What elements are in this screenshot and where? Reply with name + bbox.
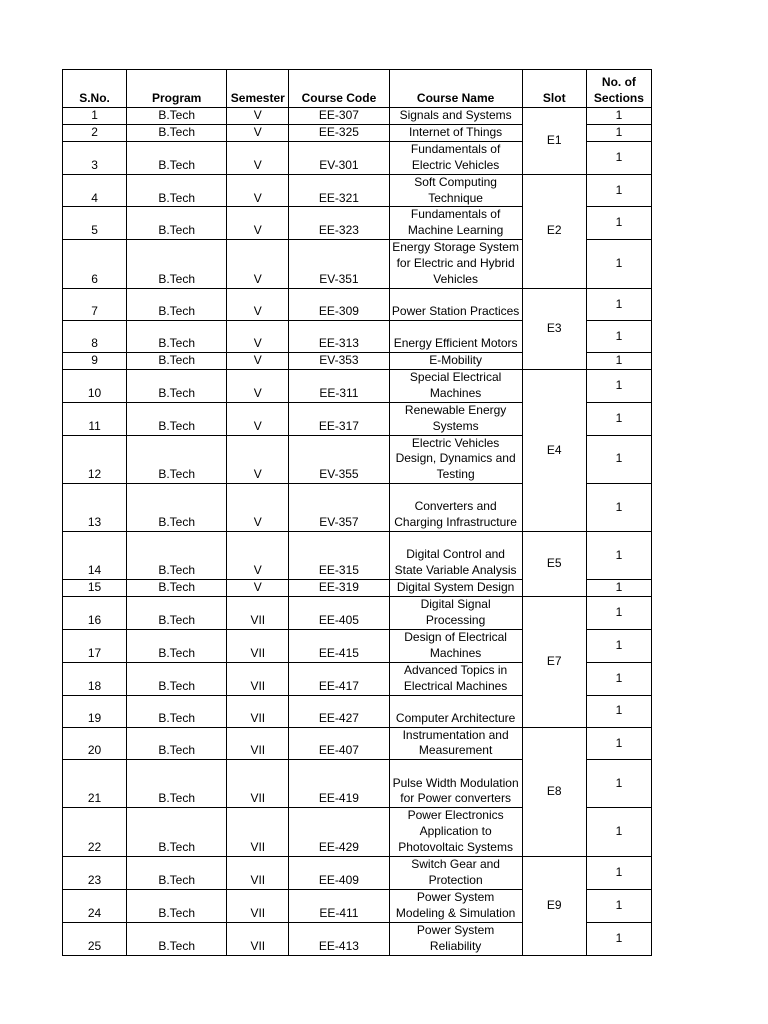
cell-course-code: EE-311: [289, 369, 389, 402]
cell-course-name: Renewable Energy Systems: [389, 402, 522, 435]
cell-semester: VII: [227, 889, 289, 922]
cell-course-name: Special Electrical Machines: [389, 369, 522, 402]
cell-course-name: Internet of Things: [389, 124, 522, 141]
cell-sno: 22: [63, 808, 127, 857]
cell-program: B.Tech: [127, 240, 227, 289]
cell-program: B.Tech: [127, 857, 227, 890]
header-semester: Semester: [227, 70, 289, 108]
header-course-code: Course Code: [289, 70, 389, 108]
table-row: [63, 369, 652, 402]
cell-semester: V: [227, 435, 289, 484]
cell-sections: 1: [586, 889, 651, 922]
cell-sections: 1: [586, 760, 651, 808]
cell-sno: 20: [63, 727, 127, 760]
cell-course-name: E-Mobility: [389, 352, 522, 369]
cell-sections: 1: [586, 597, 651, 630]
cell-semester: VII: [227, 597, 289, 630]
cell-sections: 1: [586, 857, 651, 890]
cell-program: B.Tech: [127, 435, 227, 484]
cell-program: B.Tech: [127, 662, 227, 695]
cell-course-code: EE-407: [289, 727, 389, 760]
cell-sections: 1: [586, 352, 651, 369]
cell-semester: VII: [227, 760, 289, 808]
cell-sections: 1: [586, 207, 651, 240]
cell-course-code: EE-405: [289, 597, 389, 630]
table-row: [63, 727, 652, 760]
cell-semester: VII: [227, 808, 289, 857]
cell-course-name: Computer Architecture: [389, 695, 522, 727]
cell-course-code: EE-313: [289, 320, 389, 352]
course-slot-table: [62, 69, 652, 956]
cell-course-code: EE-323: [289, 207, 389, 240]
cell-program: B.Tech: [127, 108, 227, 125]
cell-semester: V: [227, 108, 289, 125]
cell-course-name: Converters and Charging Infrastructure: [389, 484, 522, 532]
cell-course-name: Digital Signal Processing: [389, 597, 522, 630]
cell-course-name: Power System Reliability: [389, 922, 522, 955]
cell-sections: 1: [586, 402, 651, 435]
cell-semester: V: [227, 320, 289, 352]
header-course-name: Course Name: [389, 70, 522, 108]
cell-course-name: Signals and Systems: [389, 108, 522, 125]
cell-program: B.Tech: [127, 808, 227, 857]
cell-course-code: EE-315: [289, 532, 389, 580]
cell-course-name: Power Station Practices: [389, 288, 522, 320]
cell-slot: E5: [522, 532, 586, 597]
cell-semester: VII: [227, 629, 289, 662]
cell-course-code: EV-357: [289, 484, 389, 532]
cell-sno: 21: [63, 760, 127, 808]
cell-program: B.Tech: [127, 288, 227, 320]
cell-sections: 1: [586, 108, 651, 125]
cell-program: B.Tech: [127, 922, 227, 955]
cell-sections: 1: [586, 320, 651, 352]
cell-course-name: Instrumentation and Measurement: [389, 727, 522, 760]
cell-sno: 14: [63, 532, 127, 580]
cell-course-code: EE-417: [289, 662, 389, 695]
cell-sno: 1: [63, 108, 127, 125]
cell-semester: V: [227, 532, 289, 580]
cell-sections: 1: [586, 727, 651, 760]
table-row: [63, 108, 652, 125]
cell-sno: 11: [63, 402, 127, 435]
cell-course-code: EE-415: [289, 629, 389, 662]
table-row: [63, 174, 652, 207]
cell-program: B.Tech: [127, 369, 227, 402]
cell-program: B.Tech: [127, 695, 227, 727]
cell-course-code: EE-429: [289, 808, 389, 857]
cell-slot: E4: [522, 369, 586, 531]
cell-slot: E1: [522, 108, 586, 175]
cell-program: B.Tech: [127, 352, 227, 369]
cell-course-name: Soft Computing Technique: [389, 174, 522, 207]
cell-sno: 9: [63, 352, 127, 369]
cell-slot: E3: [522, 288, 586, 369]
cell-program: B.Tech: [127, 484, 227, 532]
cell-sno: 2: [63, 124, 127, 141]
cell-semester: V: [227, 580, 289, 597]
cell-slot: E7: [522, 597, 586, 727]
cell-course-code: EE-413: [289, 922, 389, 955]
cell-course-name: Switch Gear and Protection: [389, 857, 522, 890]
cell-program: B.Tech: [127, 124, 227, 141]
cell-slot: E9: [522, 857, 586, 955]
header-sno: S.No.: [63, 70, 127, 108]
cell-sections: 1: [586, 484, 651, 532]
cell-semester: V: [227, 240, 289, 289]
cell-program: B.Tech: [127, 174, 227, 207]
cell-course-code: EE-419: [289, 760, 389, 808]
cell-sections: 1: [586, 695, 651, 727]
cell-program: B.Tech: [127, 141, 227, 174]
cell-course-code: EE-309: [289, 288, 389, 320]
cell-course-code: EE-319: [289, 580, 389, 597]
cell-program: B.Tech: [127, 207, 227, 240]
cell-semester: V: [227, 124, 289, 141]
cell-course-name: Pulse Width Modulation for Power converters: [389, 760, 522, 808]
cell-course-name: Energy Efficient Motors: [389, 320, 522, 352]
cell-semester: VII: [227, 727, 289, 760]
cell-sno: 18: [63, 662, 127, 695]
cell-slot: E8: [522, 727, 586, 857]
cell-slot: E2: [522, 174, 586, 288]
cell-course-code: EE-409: [289, 857, 389, 890]
cell-sections: 1: [586, 369, 651, 402]
cell-sections: 1: [586, 240, 651, 289]
cell-course-code: EE-325: [289, 124, 389, 141]
cell-course-code: EV-301: [289, 141, 389, 174]
cell-course-code: EE-411: [289, 889, 389, 922]
header-slot: Slot: [522, 70, 586, 108]
cell-course-name: Advanced Topics in Electrical Machines: [389, 662, 522, 695]
header-program: Program: [127, 70, 227, 108]
cell-course-name: Energy Storage System for Electric and Hybrid Vehicles: [389, 240, 522, 289]
cell-sections: 1: [586, 532, 651, 580]
cell-sections: 1: [586, 174, 651, 207]
cell-course-name: Fundamentals of Electric Vehicles: [389, 141, 522, 174]
cell-semester: V: [227, 369, 289, 402]
cell-course-code: EE-317: [289, 402, 389, 435]
cell-sno: 16: [63, 597, 127, 630]
cell-sno: 24: [63, 889, 127, 922]
cell-program: B.Tech: [127, 629, 227, 662]
cell-sno: 12: [63, 435, 127, 484]
cell-semester: VII: [227, 857, 289, 890]
cell-sections: 1: [586, 580, 651, 597]
cell-semester: V: [227, 207, 289, 240]
cell-sections: 1: [586, 629, 651, 662]
cell-sno: 13: [63, 484, 127, 532]
header-row: [63, 70, 652, 108]
cell-semester: VII: [227, 695, 289, 727]
cell-sno: 15: [63, 580, 127, 597]
cell-sno: 8: [63, 320, 127, 352]
cell-program: B.Tech: [127, 727, 227, 760]
cell-course-code: EV-353: [289, 352, 389, 369]
cell-sections: 1: [586, 662, 651, 695]
cell-sno: 10: [63, 369, 127, 402]
cell-sections: 1: [586, 288, 651, 320]
cell-course-name: Design of Electrical Machines: [389, 629, 522, 662]
cell-course-name: Digital Control and State Variable Analysis: [389, 532, 522, 580]
cell-sno: 17: [63, 629, 127, 662]
cell-program: B.Tech: [127, 402, 227, 435]
cell-sno: 7: [63, 288, 127, 320]
table-row: [63, 597, 652, 630]
cell-sno: 19: [63, 695, 127, 727]
cell-semester: V: [227, 352, 289, 369]
cell-program: B.Tech: [127, 889, 227, 922]
header-sections: No. of Sections: [586, 70, 651, 108]
cell-course-code: EV-355: [289, 435, 389, 484]
cell-course-code: EE-307: [289, 108, 389, 125]
cell-course-code: EE-427: [289, 695, 389, 727]
cell-course-name: Fundamentals of Machine Learning: [389, 207, 522, 240]
cell-semester: V: [227, 484, 289, 532]
cell-sno: 4: [63, 174, 127, 207]
cell-course-name: Power Electronics Application to Photovoltaic Systems: [389, 808, 522, 857]
table-row: [63, 857, 652, 890]
cell-semester: V: [227, 288, 289, 320]
cell-sno: 25: [63, 922, 127, 955]
cell-program: B.Tech: [127, 532, 227, 580]
cell-sections: 1: [586, 141, 651, 174]
cell-course-name: Power System Modeling & Simulation: [389, 889, 522, 922]
cell-course-name: Digital System Design: [389, 580, 522, 597]
cell-program: B.Tech: [127, 597, 227, 630]
table-row: [63, 288, 652, 320]
cell-sno: 3: [63, 141, 127, 174]
cell-sections: 1: [586, 922, 651, 955]
cell-semester: V: [227, 174, 289, 207]
cell-sections: 1: [586, 808, 651, 857]
cell-program: B.Tech: [127, 760, 227, 808]
cell-semester: VII: [227, 662, 289, 695]
table-row: [63, 532, 652, 580]
cell-semester: V: [227, 402, 289, 435]
cell-sno: 23: [63, 857, 127, 890]
cell-course-name: Electric Vehicles Design, Dynamics and Testing: [389, 435, 522, 484]
cell-sno: 5: [63, 207, 127, 240]
cell-program: B.Tech: [127, 580, 227, 597]
cell-course-code: EE-321: [289, 174, 389, 207]
cell-course-code: EV-351: [289, 240, 389, 289]
cell-semester: VII: [227, 922, 289, 955]
cell-sno: 6: [63, 240, 127, 289]
cell-program: B.Tech: [127, 320, 227, 352]
cell-semester: V: [227, 141, 289, 174]
cell-sections: 1: [586, 124, 651, 141]
cell-sections: 1: [586, 435, 651, 484]
